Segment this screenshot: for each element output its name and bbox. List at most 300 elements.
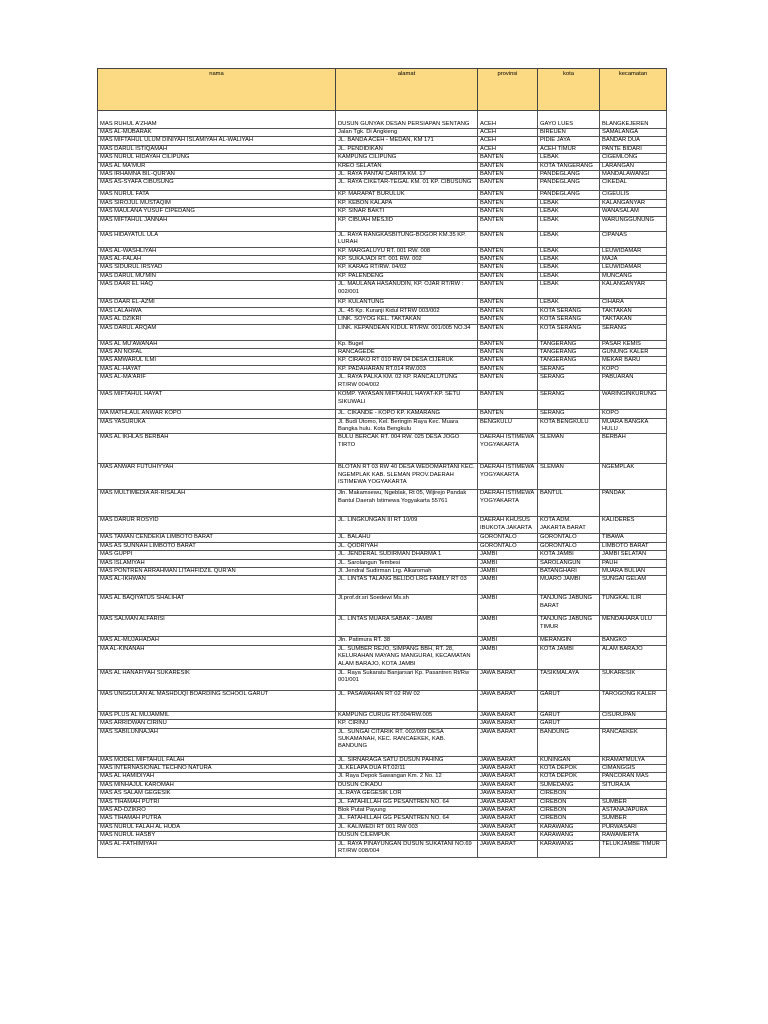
cell-alamat: Jl. Jendral Sudirman Lrg. Alkaromah — [336, 567, 478, 575]
table-row — [98, 357, 667, 365]
cell-provinsi: JAMBI — [478, 559, 538, 567]
cell-nama: MAS AL HAMIDIYAH — [98, 773, 336, 781]
cell-kecamatan: MAJA — [600, 256, 667, 264]
table-row — [98, 434, 667, 464]
cell-nama: MAS AN NOFAL — [98, 348, 336, 356]
cell-kota: LEBAK — [538, 299, 600, 307]
cell-provinsi: JAWA BARAT — [478, 773, 538, 781]
cell-kecamatan: CIGEMLONG — [600, 154, 667, 162]
cell-nama: MAS AL-MUJAHADAH — [98, 637, 336, 645]
cell-nama: MA AL-KINANAH — [98, 645, 336, 669]
cell-kecamatan: PURWASARI — [600, 823, 667, 831]
cell-kecamatan: MUARA BULIAN — [600, 567, 667, 575]
cell-kota: LEBAK — [538, 281, 600, 299]
cell-alamat: KP. CIBUAH MESJID — [336, 216, 478, 231]
cell-provinsi: JAWA BARAT — [478, 781, 538, 789]
table-row — [98, 773, 667, 781]
cell-nama: MAS SALMAN ALFARISI — [98, 616, 336, 637]
cell-alamat: LINK. SOYOG KEL. TAKTAKAN — [336, 316, 478, 324]
madrasah-data-table — [97, 68, 667, 858]
cell-alamat: Jln. Makamsewu, Ngeblak, Rt 05, Wijirejo Pandak Bantul Daerah Istimewa Yogyakarta 55761 — [336, 490, 478, 517]
cell-kota: ACEH TIMUR — [538, 145, 600, 153]
cell-alamat: KP. SINAR BAKTI — [336, 208, 478, 216]
table-row — [98, 272, 667, 280]
cell-nama: MAS NURUL HASBY — [98, 832, 336, 840]
cell-alamat: Jl.prof.dr.sri Soedewi Ms.sh — [336, 595, 478, 616]
cell-alamat: Jl. Budi Utomo, Kel. Beringin Raya Kec. Muara Bangka hulu. Kota Bengkulu — [336, 418, 478, 434]
cell-kota: GORONTALO — [538, 534, 600, 542]
cell-nama: MAS AS SALAM GEGESIK — [98, 790, 336, 798]
table-row — [98, 781, 667, 789]
cell-provinsi: JAWA BARAT — [478, 669, 538, 690]
cell-kecamatan: TAROGONG KALER — [600, 690, 667, 711]
cell-provinsi: BANTEN — [478, 324, 538, 340]
cell-kecamatan: MENDAHARA ULU — [600, 616, 667, 637]
cell-kota: KARAWANG — [538, 832, 600, 840]
cell-nama: MAS AS SUNNAH LIMBOTO BARAT — [98, 542, 336, 550]
cell-alamat: JL. PENDIDIKAN — [336, 145, 478, 153]
cell-alamat: JL. FATAHILLAH GG PESANTREN NO. 64 — [336, 798, 478, 806]
table-row — [98, 756, 667, 764]
table-row — [98, 790, 667, 798]
cell-kota: KUNINGAN — [538, 756, 600, 764]
cell-nama: MAS DARUL ISTIQAMAH — [98, 145, 336, 153]
cell-provinsi: BANTEN — [478, 199, 538, 207]
table-row — [98, 324, 667, 340]
table-row — [98, 247, 667, 255]
cell-kecamatan: WARUNGGUNUNG — [600, 216, 667, 231]
cell-kecamatan: CIHARA — [600, 299, 667, 307]
cell-alamat: KAMPUNG CURUG RT.004/RW.005 — [336, 711, 478, 719]
cell-kecamatan: PASAR KEMIS — [600, 340, 667, 348]
cell-alamat: JL. LINGKUNGAN III RT 10/09 — [336, 517, 478, 534]
cell-nama: MAS DAAR EL HAQ — [98, 281, 336, 299]
table-row — [98, 728, 667, 756]
table-row — [98, 216, 667, 231]
cell-provinsi: JAMBI — [478, 567, 538, 575]
cell-alamat: DUSUN GUNYAK DESAN PERSIAPAN SENTANG — [336, 111, 478, 129]
cell-kota: PIDIE JAYA — [538, 137, 600, 145]
cell-alamat: Jln. Patimura RT. 38 — [336, 637, 478, 645]
header-cell-alamat: alamat — [336, 69, 478, 111]
cell-kota: LEBAK — [538, 154, 600, 162]
cell-provinsi: JAWA BARAT — [478, 756, 538, 764]
cell-nama: MAS SIROJUL MUSTAQIM — [98, 199, 336, 207]
cell-provinsi: BANTEN — [478, 272, 538, 280]
cell-alamat: JL. Raya Sukaratu Banjarsari Kp. Pasantren Rt/Rw 001/001 — [336, 669, 478, 690]
cell-alamat: JL. SIRNARAGA SATU DUSUN PAHING — [336, 756, 478, 764]
cell-alamat: JL. JENDERAL SUDIRMAN DHARMA 1 — [336, 551, 478, 559]
cell-kota: KOTA DEPOK — [538, 765, 600, 773]
table-row — [98, 669, 667, 690]
cell-nama: MAS ISLAMIYAH — [98, 559, 336, 567]
cell-kecamatan: PANCORAN MAS — [600, 773, 667, 781]
header-row — [98, 69, 667, 111]
cell-provinsi: JAWA BARAT — [478, 711, 538, 719]
cell-alamat: JL.KELAPA DUA RT.02/11 — [336, 765, 478, 773]
cell-alamat: JL. RAYA PALKA KM. 02 KP. RANCALUTUNG RT/RW 004/002 — [336, 374, 478, 391]
cell-nama: MAS SIDURUL IRSYAD — [98, 264, 336, 272]
cell-kecamatan: TUNGKAL ILIR — [600, 595, 667, 616]
cell-provinsi: JAMBI — [478, 645, 538, 669]
cell-nama: MAS INTERNASIONAL TECHNO NATURA — [98, 765, 336, 773]
cell-kota: SERANG — [538, 410, 600, 418]
cell-kota: GARUT — [538, 711, 600, 719]
cell-kota: KOTA SERANG — [538, 307, 600, 315]
cell-nama: MAS GUPPI — [98, 551, 336, 559]
cell-kecamatan: WARINGINKURUNG — [600, 391, 667, 410]
cell-kecamatan: KOPO — [600, 410, 667, 418]
cell-alamat: KP. PADAHARAN RT.014 RW.003 — [336, 365, 478, 373]
cell-provinsi: JAWA BARAT — [478, 807, 538, 815]
table-row — [98, 765, 667, 773]
cell-provinsi: BANTEN — [478, 154, 538, 162]
cell-kota: MERANGIN — [538, 637, 600, 645]
cell-provinsi: JAWA BARAT — [478, 840, 538, 857]
cell-kecamatan: CIGEULIS — [600, 191, 667, 199]
cell-kota: KOTA JAMBI — [538, 551, 600, 559]
cell-alamat: JL. Sarolangun Tembesi — [336, 559, 478, 567]
cell-kota: BANDUNG — [538, 728, 600, 756]
header-cell-nama: nama — [98, 69, 336, 111]
cell-kota: KOTA BENGKULU — [538, 418, 600, 434]
cell-nama: MAS ANWAR FUTUHIYYAH — [98, 464, 336, 490]
cell-provinsi: JAMBI — [478, 637, 538, 645]
cell-alamat: KP. MARAPAT BURULUK — [336, 191, 478, 199]
cell-kota: TANGERANG — [538, 357, 600, 365]
cell-kecamatan: CIPANAS — [600, 231, 667, 247]
cell-alamat: KAMPUNG CILIPUNG — [336, 154, 478, 162]
cell-nama: MAS MIFTAHUL ULUM DINIYAH ISLAMIYAH AL-WALIYAH — [98, 137, 336, 145]
cell-provinsi: ACEH — [478, 111, 538, 129]
table-row — [98, 199, 667, 207]
cell-kecamatan: PAUH — [600, 559, 667, 567]
cell-nama: MAS AS-SYAFA CIBUSUNG — [98, 179, 336, 191]
cell-kota: LEBAK — [538, 216, 600, 231]
cell-provinsi: JAWA BARAT — [478, 765, 538, 773]
table-row — [98, 374, 667, 391]
cell-kecamatan: KOPO — [600, 365, 667, 373]
cell-provinsi: JAMBI — [478, 551, 538, 559]
cell-kota: LEBAK — [538, 264, 600, 272]
cell-kota: KARAWANG — [538, 823, 600, 831]
cell-alamat: BLOTAN RT 03 RW 40 DESA WEDOMARTANI KEC. NGEMPLAK KAB. SLEMAN PROV.DAERAH ISTIMEWA YOGYAKARTA — [336, 464, 478, 490]
cell-kecamatan: KALANGANYAR — [600, 281, 667, 299]
cell-kota: LEBAK — [538, 231, 600, 247]
cell-kecamatan: BANDAR DUA — [600, 137, 667, 145]
cell-nama: MAS AL HANAFIYAH SUKARESIK — [98, 669, 336, 690]
cell-kecamatan: ASTANAJAPURA — [600, 807, 667, 815]
cell-kecamatan: SAMALANGA — [600, 129, 667, 137]
cell-nama: MAS UNGGULAN AL MASHDUQI BOARDING SCHOOL GARUT — [98, 690, 336, 711]
cell-kota: GORONTALO — [538, 542, 600, 550]
cell-kota: SAROLANGUN — [538, 559, 600, 567]
table-row — [98, 171, 667, 179]
cell-alamat: JL. RAYA RANGKASBITUNG-BOGOR KM.35 KP. LURAH — [336, 231, 478, 247]
cell-nama: MAS AL MU'AWANAH — [98, 340, 336, 348]
cell-kecamatan: WANASALAM — [600, 208, 667, 216]
cell-provinsi: ACEH — [478, 145, 538, 153]
cell-provinsi: JAWA BARAT — [478, 823, 538, 831]
cell-kecamatan: SUKARESIK — [600, 669, 667, 690]
cell-kota: KOTA DEPOK — [538, 773, 600, 781]
cell-kota: KARAWANG — [538, 840, 600, 857]
cell-nama: MAS MIFTAHUL HAYAT — [98, 391, 336, 410]
cell-provinsi: BANTEN — [478, 231, 538, 247]
cell-nama: MAS IRHAMNA BIL-QUR'AN — [98, 171, 336, 179]
cell-nama: MAS AL-FATHIMIYAH — [98, 840, 336, 857]
cell-kota: GAYO LUES — [538, 111, 600, 129]
table-row — [98, 281, 667, 299]
cell-provinsi: ACEH — [478, 129, 538, 137]
cell-provinsi: BANTEN — [478, 374, 538, 391]
header-cell-kota: kota — [538, 69, 600, 111]
table-row — [98, 208, 667, 216]
cell-alamat: JL. QODRIYAH — [336, 542, 478, 550]
table-row — [98, 154, 667, 162]
cell-kota: BANTUL — [538, 490, 600, 517]
cell-alamat: KP. PALENDENG — [336, 272, 478, 280]
table-row — [98, 464, 667, 490]
cell-nama: MAS MAULANA YUSUF CIPEDANG — [98, 208, 336, 216]
table-row — [98, 365, 667, 373]
table-row — [98, 145, 667, 153]
cell-kecamatan: MANDALAWANGI — [600, 171, 667, 179]
cell-alamat: BULU BERCAK RT. 004 RW. 025 DESA JOGO TIRTO — [336, 434, 478, 464]
cell-kota: SERANG — [538, 391, 600, 410]
cell-kota: SERANG — [538, 374, 600, 391]
cell-alamat: KP. SUKAJADI RT. 001 RW. 002 — [336, 256, 478, 264]
cell-alamat: Jl. Raya Depok Sawangan Km. 2 No. 12 — [336, 773, 478, 781]
cell-provinsi: DAERAH ISTIMEWA YOGYAKARTA — [478, 490, 538, 517]
table-row — [98, 823, 667, 831]
table-row — [98, 711, 667, 719]
cell-alamat: KP. KEBON KALAPA — [336, 199, 478, 207]
cell-alamat: RANCAGEDE — [336, 348, 478, 356]
cell-kecamatan: SITURAJA — [600, 781, 667, 789]
table-row — [98, 179, 667, 191]
cell-kota: KOTA JAMBI — [538, 645, 600, 669]
cell-provinsi: BANTEN — [478, 264, 538, 272]
cell-nama: MAS DAAR EL-AZMI — [98, 299, 336, 307]
cell-nama: MAS TAMAN CENDEKIA LIMBOTO BARAT — [98, 534, 336, 542]
cell-kota: CIREBON — [538, 790, 600, 798]
cell-provinsi: JAWA BARAT — [478, 815, 538, 823]
cell-kota: MUARO JAMBI — [538, 576, 600, 595]
spreadsheet-area — [97, 68, 666, 858]
table-row — [98, 637, 667, 645]
cell-kecamatan: SERANG — [600, 324, 667, 340]
cell-alamat: JL. LINTAS TALANG BELIDO LRG FAMILY RT 03 — [336, 576, 478, 595]
cell-provinsi: GORONTALO — [478, 542, 538, 550]
cell-nama: MAS AL DZIKRI — [98, 316, 336, 324]
table-row — [98, 815, 667, 823]
cell-kecamatan: NGEMPLAK — [600, 464, 667, 490]
cell-alamat: JL. FATAHILLAH GG PESANTREN NO. 64 — [336, 815, 478, 823]
cell-provinsi: JAWA BARAT — [478, 790, 538, 798]
cell-kecamatan: BLANGKEJEREN — [600, 111, 667, 129]
cell-kota: SUMEDANG — [538, 781, 600, 789]
cell-kecamatan: MUARA BANGKA HULU — [600, 418, 667, 434]
cell-provinsi: BANTEN — [478, 307, 538, 315]
cell-alamat: JL. MAULANA HASANUDIN, KP. OJAR RT/RW : 002/001 — [336, 281, 478, 299]
table-row — [98, 595, 667, 616]
table-row — [98, 264, 667, 272]
cell-nama: MAS NURUL FATA — [98, 191, 336, 199]
cell-kecamatan: SUMBER — [600, 798, 667, 806]
cell-alamat: Kp. Bugel — [336, 340, 478, 348]
cell-kecamatan: PANDAK — [600, 490, 667, 517]
cell-nama: MAS RUHUL A'ZHAM — [98, 111, 336, 129]
cell-kecamatan: ALAM BARAJO — [600, 645, 667, 669]
cell-alamat: KP. KULANTUNG — [336, 299, 478, 307]
table-row — [98, 162, 667, 170]
cell-provinsi: DAERAH ISTIMEWA YOGYAKARTA — [478, 434, 538, 464]
table-row — [98, 137, 667, 145]
cell-nama: MAS AL MA'MUR — [98, 162, 336, 170]
cell-kecamatan: TELUKJAMBE TIMUR — [600, 840, 667, 857]
cell-kota: TANGERANG — [538, 348, 600, 356]
cell-nama: MAS AL-FALAH — [98, 256, 336, 264]
cell-alamat: JL. RAYA PINAYUNGAN DUSUN SUKATANI NO.69 RT/RW 008/004 — [336, 840, 478, 857]
cell-kota: PANDEGLANG — [538, 191, 600, 199]
cell-kota: CIREBON — [538, 815, 600, 823]
cell-kota: LEBAK — [538, 208, 600, 216]
cell-kecamatan: TIBAWA — [600, 534, 667, 542]
cell-kecamatan: RANCAEKEK — [600, 728, 667, 756]
cell-alamat: JL. SUNGAI CITARIK RT. 002/009 DESA SUKAMANAH, KEC. RANCAEKEK, KAB. BANDUNG — [336, 728, 478, 756]
cell-kota: PANDEGLANG — [538, 171, 600, 179]
cell-nama: MAS AL-WASHLIYAH — [98, 247, 336, 255]
cell-provinsi: BANTEN — [478, 256, 538, 264]
table-row — [98, 616, 667, 637]
cell-alamat: DUSUN CILEMPUK — [336, 832, 478, 840]
cell-nama: MAS DARUL ARQAM — [98, 324, 336, 340]
cell-kota: BIREUEN — [538, 129, 600, 137]
cell-alamat: Blok Putat Payung — [336, 807, 478, 815]
table-row — [98, 645, 667, 669]
cell-kecamatan: CIKEDAL — [600, 179, 667, 191]
cell-nama: MA MATHLAUL ANWAR KOPO — [98, 410, 336, 418]
cell-kota: KOTA SERANG — [538, 324, 600, 340]
cell-provinsi: BANTEN — [478, 247, 538, 255]
cell-alamat: KP. KARAG RT/RW. 04/02 — [336, 264, 478, 272]
cell-alamat: JL. RAYA CIKETAR-TEGAL KM. 01 KP. CIBUSUNG — [336, 179, 478, 191]
cell-kecamatan: RAWAMERTA — [600, 832, 667, 840]
cell-nama: MAS AL-MUBARAK — [98, 129, 336, 137]
cell-kecamatan: KRAMATMULYA — [600, 756, 667, 764]
cell-alamat: KP. MARGALUYU RT. 001 RW. 008 — [336, 247, 478, 255]
cell-provinsi: GORONTALO — [478, 534, 538, 542]
cell-kota: GARUT — [538, 690, 600, 711]
table-row — [98, 840, 667, 857]
cell-kecamatan: MUNCANG — [600, 272, 667, 280]
cell-alamat: Jalan Tgk. Di Angkieng — [336, 129, 478, 137]
cell-alamat: KP. CIRAKO RT 010 RW 04 DESA CIJERUK — [336, 357, 478, 365]
table-body — [98, 111, 667, 858]
cell-kecamatan: PABUARAN — [600, 374, 667, 391]
cell-nama: MAS MIFTAHUL JANNAH — [98, 216, 336, 231]
table-row — [98, 551, 667, 559]
cell-kota: BATANGHARI — [538, 567, 600, 575]
table-row — [98, 690, 667, 711]
cell-nama: MAS TIHAMAH PUTRI — [98, 798, 336, 806]
cell-kota: LEBAK — [538, 272, 600, 280]
cell-kota: TANJUNG JABUNG BARAT — [538, 595, 600, 616]
table-row — [98, 559, 667, 567]
cell-kecamatan: CISURUPAN — [600, 711, 667, 719]
table-row — [98, 418, 667, 434]
cell-kecamatan — [600, 720, 667, 728]
cell-nama: MAS YASURUKA — [98, 418, 336, 434]
cell-alamat: JL. KALIWEDI RT 001 RW 003 — [336, 823, 478, 831]
cell-kecamatan: BANGKO — [600, 637, 667, 645]
cell-nama: MAS LALAHWA — [98, 307, 336, 315]
cell-nama: MAS TIHAMAH PUTRA — [98, 815, 336, 823]
cell-nama: MAS AL IKHLAS BERBAH — [98, 434, 336, 464]
cell-kecamatan: GUNUNG KALER — [600, 348, 667, 356]
cell-provinsi: ACEH — [478, 137, 538, 145]
table-row — [98, 720, 667, 728]
cell-provinsi: BANTEN — [478, 191, 538, 199]
table-row — [98, 129, 667, 137]
cell-alamat: JL. CIKANDE - KOPO KP. KAMARANG — [336, 410, 478, 418]
table-row — [98, 576, 667, 595]
cell-alamat: JL.RAYA GEGESIK LOR — [336, 790, 478, 798]
cell-provinsi: BANTEN — [478, 162, 538, 170]
cell-provinsi: DAERAH ISTIMEWA YOGYAKARTA — [478, 464, 538, 490]
cell-kota: GARUT — [538, 720, 600, 728]
cell-kota: SLEMAN — [538, 464, 600, 490]
table-row — [98, 256, 667, 264]
cell-nama: MAS SABILUNNAJAH — [98, 728, 336, 756]
cell-kota: KOTA SERANG — [538, 316, 600, 324]
cell-alamat: JL. 45 Kp. Kuranji Kidul RTRW 003/002 — [336, 307, 478, 315]
cell-alamat: JL. PASAWAHAN RT 02 RW 02 — [336, 690, 478, 711]
cell-kota: CIREBON — [538, 798, 600, 806]
cell-kecamatan: LEUWIDAMAR — [600, 247, 667, 255]
cell-alamat: JL. BALAHU — [336, 534, 478, 542]
cell-kecamatan: PANTE BIDARI — [600, 145, 667, 153]
cell-alamat: KOMP. YAYASAN MIFTAHUL HAYAT-KP. SETU SIKUWALI — [336, 391, 478, 410]
cell-nama: MAS MODEL MIFTAHUL FALAH — [98, 756, 336, 764]
cell-kota: TASIKMALAYA — [538, 669, 600, 690]
cell-nama: MAS HIDAYATUL ULA — [98, 231, 336, 247]
cell-kota: SERANG — [538, 365, 600, 373]
table-row — [98, 410, 667, 418]
cell-kota: CIREBON — [538, 807, 600, 815]
cell-provinsi: BANTEN — [478, 410, 538, 418]
cell-provinsi: JAWA BARAT — [478, 720, 538, 728]
cell-provinsi: BANTEN — [478, 208, 538, 216]
cell-kota: LEBAK — [538, 247, 600, 255]
table-row — [98, 798, 667, 806]
cell-provinsi: BANTEN — [478, 171, 538, 179]
cell-kecamatan: SUNGAI GELAM — [600, 576, 667, 595]
cell-kecamatan: BERBAH — [600, 434, 667, 464]
table-row — [98, 391, 667, 410]
table-row — [98, 567, 667, 575]
table-row — [98, 517, 667, 534]
cell-provinsi: BANTEN — [478, 299, 538, 307]
cell-provinsi: JAWA BARAT — [478, 728, 538, 756]
cell-nama: MAS MULTIMEDIA AR-RISALAH — [98, 490, 336, 517]
cell-provinsi: DAERAH KHUSUS IBUKOTA JAKARTA — [478, 517, 538, 534]
cell-kecamatan: CIMANGGIS — [600, 765, 667, 773]
cell-provinsi: BANTEN — [478, 391, 538, 410]
cell-provinsi: JAWA BARAT — [478, 690, 538, 711]
table-row — [98, 191, 667, 199]
